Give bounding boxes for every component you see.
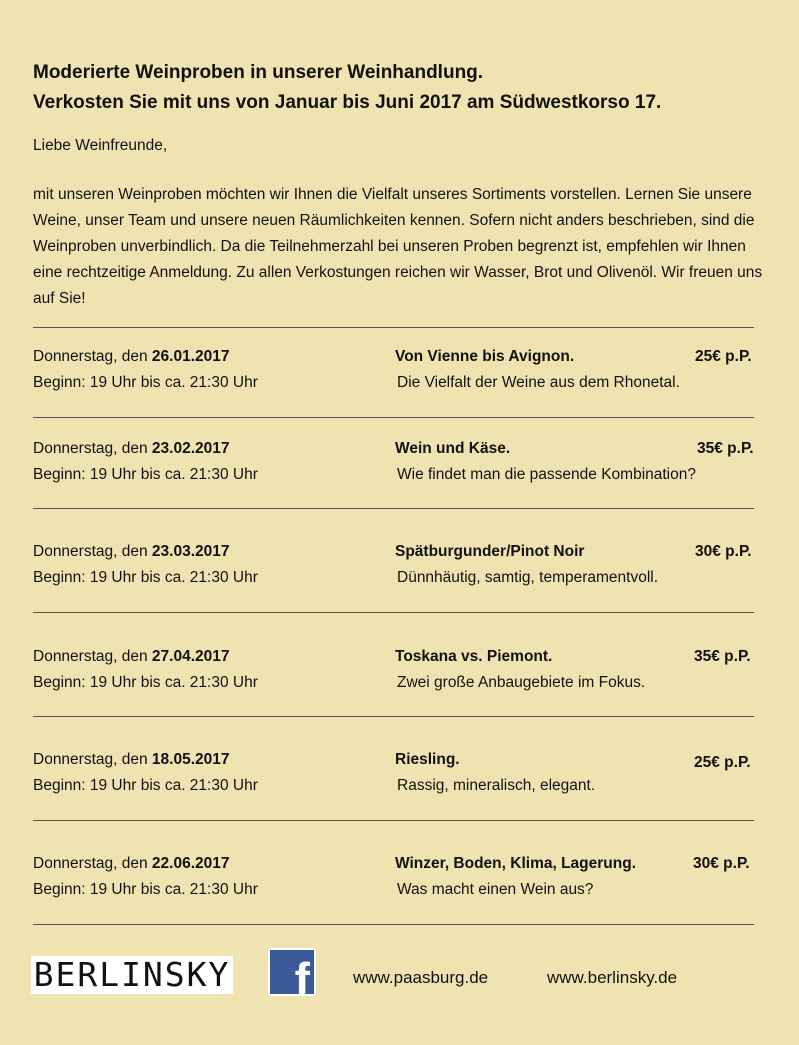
event-description: Dünnhäutig, samtig, temperamentvoll.: [397, 569, 659, 586]
facebook-icon-inner: f: [270, 950, 314, 994]
event-time: Beginn: 19 Uhr bis ca. 21:30 Uhr: [33, 569, 258, 586]
event-price: 35€ p.P.: [697, 440, 754, 457]
event-date: Donnerstag, den 23.03.2017: [33, 543, 230, 560]
event-title: Spätburgunder/Pinot Noir: [395, 543, 585, 560]
event-row: [33, 648, 768, 708]
event-title: Winzer, Boden, Klima, Lagerung.: [395, 855, 636, 872]
divider: [33, 508, 754, 509]
event-time: Beginn: 19 Uhr bis ca. 21:30 Uhr: [33, 881, 258, 898]
divider: [33, 924, 754, 925]
event-price: 30€ p.P.: [693, 855, 750, 872]
event-time: Beginn: 19 Uhr bis ca. 21:30 Uhr: [33, 674, 258, 691]
facebook-icon[interactable]: [268, 948, 316, 996]
divider: [33, 417, 754, 418]
intro-paragraph: mit unseren Weinproben möchten wir Ihnen die Vielfalt unseres Sortiments vorstellen. Lernen Sie unsere Weine, unser Team und unsere neuen Räumlichkeiten kennen. Sofern nicht anders beschrieben, sind die Weinproben unverbindlich. Da die Teilnehmerzahl bei unseren Proben begrenzt ist, empfehlen wir Ihnen eine rechtzeitige Anmeldung. Zu allen Verkostungen reichen wir Wasser, Brot und Olivenöl. Wir freuen uns auf Sie!: [33, 186, 763, 307]
event-row: [33, 440, 768, 500]
event-date: Donnerstag, den 18.05.2017: [33, 751, 230, 768]
event-description: Zwei große Anbaugebiete im Fokus.: [397, 674, 646, 691]
greeting: Liebe Weinfreunde,: [33, 137, 168, 154]
divider: [33, 716, 754, 717]
event-date: Donnerstag, den 22.06.2017: [33, 855, 230, 872]
event-row: [33, 543, 768, 603]
divider: [33, 327, 754, 328]
divider: [33, 612, 754, 613]
page-title: [33, 58, 661, 118]
berlinsky-logo: BERLINSKY: [31, 956, 233, 994]
divider: [33, 820, 754, 821]
event-title: Von Vienne bis Avignon.: [395, 348, 575, 365]
event-description: Die Vielfalt der Weine aus dem Rhonetal.: [397, 374, 680, 391]
event-row: [33, 751, 768, 811]
footer: [0, 948, 799, 998]
event-price: 25€ p.P.: [694, 754, 751, 771]
event-row: [33, 855, 768, 915]
event-description: Was macht einen Wein aus?: [397, 881, 594, 898]
event-price: 25€ p.P.: [695, 348, 752, 365]
event-title: Riesling.: [395, 751, 460, 768]
event-row: [33, 348, 768, 408]
event-description: Rassig, mineralisch, elegant.: [397, 777, 596, 794]
event-price: 30€ p.P.: [695, 543, 752, 560]
event-title: Toskana vs. Piemont.: [395, 648, 553, 665]
event-time: Beginn: 19 Uhr bis ca. 21:30 Uhr: [33, 777, 258, 794]
link-berlinsky[interactable]: www.berlinsky.de: [547, 968, 678, 987]
title-line-1: Moderierte Weinproben in unserer Weinhandlung.: [33, 62, 484, 83]
event-date: Donnerstag, den 27.04.2017: [33, 648, 230, 665]
event-price: 35€ p.P.: [694, 648, 751, 665]
link-paasburg[interactable]: www.paasburg.de: [353, 968, 489, 987]
event-time: Beginn: 19 Uhr bis ca. 21:30 Uhr: [33, 374, 258, 391]
event-time: Beginn: 19 Uhr bis ca. 21:30 Uhr: [33, 466, 258, 483]
event-date: Donnerstag, den 26.01.2017: [33, 348, 230, 365]
title-line-2: Verkosten Sie mit uns von Januar bis Juni 2017 am Südwestkorso 17.: [33, 92, 662, 113]
event-description: Wie findet man die passende Kombination?: [397, 466, 696, 483]
event-date: Donnerstag, den 23.02.2017: [33, 440, 230, 457]
event-title: Wein und Käse.: [395, 440, 511, 457]
